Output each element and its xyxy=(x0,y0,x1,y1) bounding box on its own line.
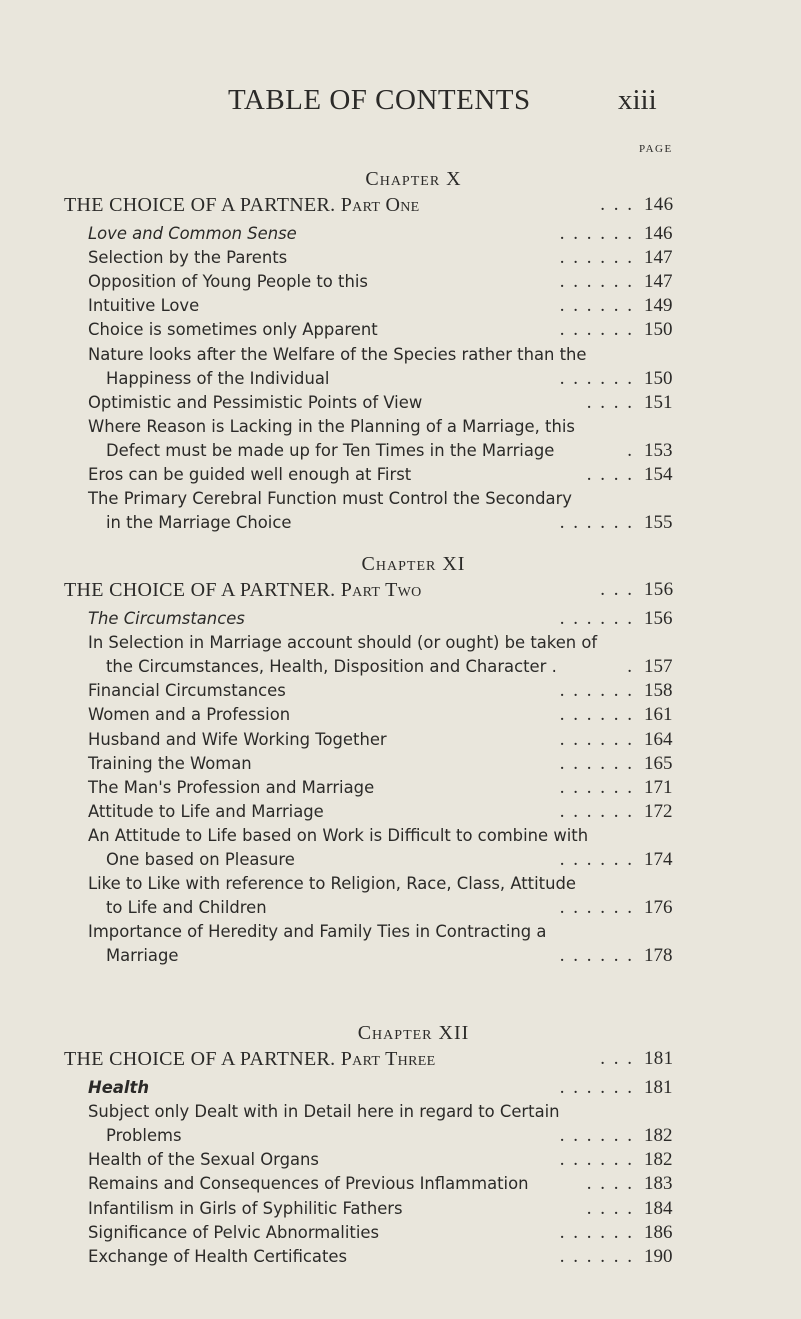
toc-entry xyxy=(88,1100,684,1124)
page-ref: 158 xyxy=(644,680,673,702)
dot-leader: . . . . xyxy=(586,464,634,485)
entry-leader xyxy=(560,294,684,318)
part-heading-part: Part One xyxy=(340,194,420,216)
entry-text: One based on Pleasure xyxy=(106,850,295,869)
entry-text: The Circumstances xyxy=(88,609,245,628)
entry-text: Attitude to Life and Marriage xyxy=(88,801,324,821)
dot-leader: . . . . . . xyxy=(559,945,634,967)
toc-entry xyxy=(88,728,684,752)
toc-entry xyxy=(88,872,684,896)
entry-text: Selection by the Parents xyxy=(88,248,288,268)
entry-text: Eros can be guided well enough at First xyxy=(88,465,412,484)
dot-leader: . . . . . . xyxy=(559,704,634,726)
entry-text: In Selection in Marriage account should (or ought) be taken of xyxy=(88,633,598,653)
toc-entry xyxy=(88,487,684,511)
entry-leader xyxy=(560,318,684,342)
toc-entry xyxy=(88,391,684,415)
toc-entry xyxy=(88,607,684,631)
page-ref: 165 xyxy=(644,752,673,774)
page-ref: 164 xyxy=(644,728,673,750)
page-ref: 155 xyxy=(644,512,673,534)
page-ref: 151 xyxy=(644,391,673,413)
toc-entry xyxy=(88,270,684,294)
page-ref: 146 xyxy=(644,223,673,244)
dot-leader: . . . xyxy=(600,1048,634,1069)
entry-text: Health of the Sexual Organs xyxy=(88,1150,319,1170)
entry-text: Defect must be made up for Ten Times in the Marriage xyxy=(106,440,555,460)
entry-text: Importance of Heredity and Family Ties in Contracting a xyxy=(88,922,547,942)
page-ref: 190 xyxy=(644,1245,673,1267)
entry-leader xyxy=(560,944,684,968)
chapter-title: Chapter X xyxy=(365,168,462,190)
entry-text: Like to Like with reference to Religion, Race, Class, Attitude xyxy=(88,874,576,894)
toc-entry xyxy=(88,246,684,270)
dot-leader: . . . xyxy=(600,194,634,215)
toc-entry xyxy=(88,294,684,318)
entry-leader xyxy=(560,800,684,824)
entry-text: to Life and Children xyxy=(106,898,267,918)
part-heading-title: THE CHOICE OF A PARTNER. xyxy=(64,194,336,216)
dot-leader: . xyxy=(627,439,634,461)
toc-entry xyxy=(88,1245,684,1269)
dot-leader: . . . . . . xyxy=(559,897,634,919)
entry-text: Marriage xyxy=(106,946,179,966)
entry-leader xyxy=(560,270,684,294)
toc-entry xyxy=(106,848,684,872)
toc-entry xyxy=(106,511,684,535)
entry-leader xyxy=(560,1124,684,1148)
toc-entry xyxy=(106,1124,684,1148)
entry-text: Intuitive Love xyxy=(88,296,200,316)
toc-entry xyxy=(88,1221,684,1245)
part-heading-part: Part Three xyxy=(340,1048,436,1070)
dot-leader: . . . . . . xyxy=(559,1149,634,1171)
dot-leader: . . . . . . xyxy=(559,608,634,629)
page-ref: 183 xyxy=(644,1173,673,1195)
page-ref: 176 xyxy=(644,897,673,919)
page-column-label: PAGE xyxy=(639,143,673,155)
toc-entry xyxy=(88,222,684,246)
entry-text: Infantilism in Girls of Syphilitic Fathers xyxy=(88,1198,403,1218)
page-ref: 181 xyxy=(644,1077,673,1098)
page-ref: 157 xyxy=(644,656,673,678)
toc-entry xyxy=(88,415,684,439)
entry-text: The Man's Profession and Marriage xyxy=(88,777,375,797)
part-heading xyxy=(64,1048,684,1071)
entry-leader xyxy=(560,367,684,391)
entry-text: Exchange of Health Certificates xyxy=(88,1246,348,1266)
entry-leader xyxy=(560,607,684,631)
entry-leader xyxy=(560,776,684,800)
entry-leader xyxy=(560,1148,684,1172)
entry-text: Health xyxy=(88,1078,150,1097)
entry-leader xyxy=(560,896,684,920)
page-header xyxy=(0,84,801,124)
page-ref: 147 xyxy=(644,271,673,293)
page-ref: 147 xyxy=(644,247,673,269)
dot-leader: . . . . . . xyxy=(559,319,634,341)
dot-leader: . . . . . . xyxy=(559,512,634,534)
toc-entry xyxy=(88,343,684,367)
toc-entry xyxy=(88,1197,684,1221)
entry-leader xyxy=(560,1076,684,1100)
toc-entry xyxy=(106,439,684,463)
entry-leader xyxy=(560,1221,684,1245)
page-ref: 186 xyxy=(644,1221,673,1243)
toc-entry xyxy=(88,824,684,848)
entry-text: Women and a Profession xyxy=(88,705,291,725)
part-heading-title: THE CHOICE OF A PARTNER. xyxy=(64,1048,336,1070)
dot-leader: . . . . . . xyxy=(559,295,634,317)
dot-leader: . . . . xyxy=(586,1173,634,1195)
entry-text: Husband and Wife Working Together xyxy=(88,729,387,749)
part-heading-part: Part Two xyxy=(340,579,422,601)
chapter-title: Chapter XII xyxy=(357,1022,470,1044)
page-ref: 156 xyxy=(644,608,673,629)
page-ref: 172 xyxy=(644,800,673,822)
page-ref: 146 xyxy=(644,194,674,215)
dot-leader: . . . xyxy=(600,579,634,600)
page-ref: 178 xyxy=(644,945,673,967)
page-ref: 184 xyxy=(644,1197,673,1219)
toc-entry xyxy=(106,944,684,968)
page-ref: 150 xyxy=(644,319,673,341)
entry-leader xyxy=(560,1245,684,1269)
entry-leader xyxy=(560,752,684,776)
dot-leader: . . . . . . xyxy=(559,367,634,389)
part-heading-leader xyxy=(600,579,684,601)
page-ref: 181 xyxy=(644,1048,674,1069)
page-ref: 171 xyxy=(644,776,673,798)
dot-leader: . . . . xyxy=(586,391,634,413)
chapter-title: Chapter XI xyxy=(361,553,466,575)
toc-entry xyxy=(106,367,684,391)
toc-entry xyxy=(88,776,684,800)
entry-leader xyxy=(560,222,684,246)
entry-text: Remains and Consequences of Previous Inflammation xyxy=(88,1174,529,1194)
toc-entry xyxy=(88,1076,684,1100)
entry-text: Love and Common Sense xyxy=(88,224,297,243)
dot-leader: . . . . . . xyxy=(559,271,634,293)
dot-leader: . . . . . . xyxy=(559,776,634,798)
entry-leader xyxy=(560,848,684,872)
entry-leader xyxy=(560,679,684,703)
dot-leader: . . . . . . xyxy=(559,1245,634,1267)
toc-entry xyxy=(88,631,684,655)
dot-leader: . . . . xyxy=(586,1197,634,1219)
entry-text: Training the Woman xyxy=(88,753,252,773)
toc-entry xyxy=(88,800,684,824)
dot-leader: . . . . . . xyxy=(559,1125,634,1147)
toc-entry xyxy=(88,703,684,727)
entry-leader xyxy=(627,655,684,679)
toc-entry xyxy=(88,1148,684,1172)
running-title: TABLE OF CONTENTS xyxy=(228,84,531,116)
page-ref: 149 xyxy=(644,295,673,317)
page-ref: 153 xyxy=(644,439,673,461)
dot-leader: . . . . . . xyxy=(559,752,634,774)
toc-entry xyxy=(106,655,684,679)
page-ref: 161 xyxy=(644,704,673,726)
entry-text: Financial Circumstances xyxy=(88,681,286,701)
page-ref: 182 xyxy=(644,1149,673,1171)
page-ref: 182 xyxy=(644,1125,673,1147)
dot-leader: . . . . . . xyxy=(559,1221,634,1243)
dot-leader: . . . . . . xyxy=(559,800,634,822)
dot-leader: . . . . . . xyxy=(559,680,634,702)
toc-entry xyxy=(106,896,684,920)
entry-text: the Circumstances, Health, Disposition and Character . xyxy=(106,657,557,677)
entry-leader xyxy=(560,703,684,727)
part-heading-title: THE CHOICE OF A PARTNER. xyxy=(64,579,336,601)
entry-text: Nature looks after the Welfare of the Species rather than the xyxy=(88,344,587,364)
entry-text: in the Marriage Choice xyxy=(106,513,292,533)
dot-leader: . . . . . . xyxy=(559,1077,634,1098)
entry-text: The Primary Cerebral Function must Control the Secondary xyxy=(88,489,573,509)
entry-text: Opposition of Young People to this xyxy=(88,272,368,292)
dot-leader: . . . . . . xyxy=(559,223,634,244)
entry-leader xyxy=(560,511,684,535)
page-ref: 154 xyxy=(644,464,673,485)
part-heading xyxy=(64,579,684,602)
entry-text: Problems xyxy=(106,1126,182,1146)
page-ref: 174 xyxy=(644,849,673,870)
dot-leader: . . . . . . xyxy=(559,849,634,870)
entry-text: Choice is sometimes only Apparent xyxy=(88,320,378,340)
entry-text: Happiness of the Individual xyxy=(106,368,330,388)
part-heading-leader xyxy=(600,194,684,216)
toc-entry xyxy=(88,318,684,342)
page-ref: 156 xyxy=(644,579,674,600)
entry-text: Where Reason is Lacking in the Planning of a Marriage, this xyxy=(88,416,575,436)
part-heading-leader xyxy=(600,1048,684,1070)
toc-entry xyxy=(88,752,684,776)
entry-leader xyxy=(587,1197,684,1221)
entry-leader xyxy=(587,463,684,487)
page-number: xiii xyxy=(618,84,657,116)
entry-text: Optimistic and Pessimistic Points of View xyxy=(88,392,423,412)
dot-leader: . xyxy=(627,656,634,678)
part-heading xyxy=(64,194,684,217)
toc-entry xyxy=(88,1172,684,1196)
entry-leader xyxy=(560,246,684,270)
entry-leader xyxy=(560,728,684,752)
toc-entry xyxy=(88,463,684,487)
entry-text: An Attitude to Life based on Work is Difficult to combine with xyxy=(88,825,589,845)
entry-leader xyxy=(587,391,684,415)
entry-text: Subject only Dealt with in Detail here in regard to Certain xyxy=(88,1102,560,1122)
dot-leader: . . . . . . xyxy=(559,728,634,750)
entry-leader xyxy=(587,1172,684,1196)
entry-text: Significance of Pelvic Abnormalities xyxy=(88,1222,380,1242)
dot-leader: . . . . . . xyxy=(559,247,634,269)
toc-entry xyxy=(88,920,684,944)
entry-leader xyxy=(627,439,684,463)
toc-entry xyxy=(88,679,684,703)
page-ref: 150 xyxy=(644,367,673,389)
